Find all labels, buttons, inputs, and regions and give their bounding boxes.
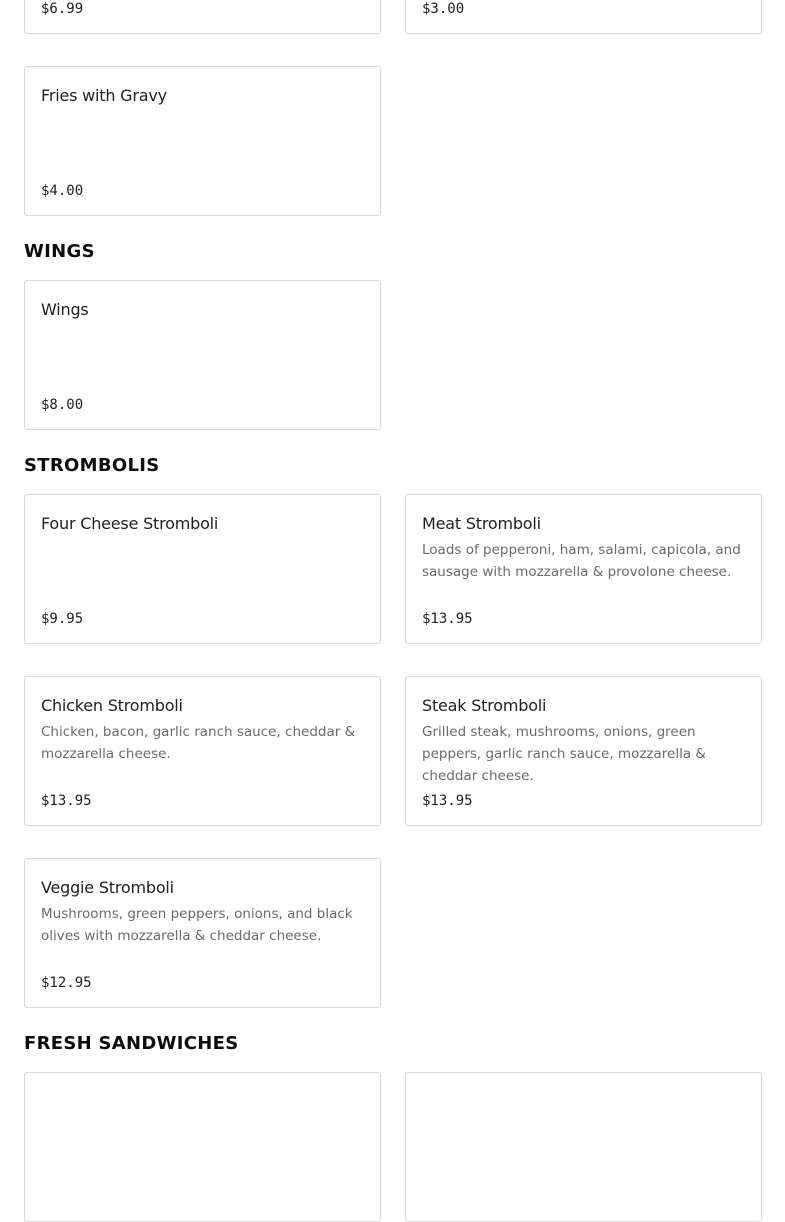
item-price: $4.00 — [41, 183, 84, 199]
menu-item-card[interactable] — [24, 494, 381, 644]
item-name: Chicken Stromboli — [41, 696, 183, 715]
menu-item-card[interactable] — [24, 66, 381, 216]
item-name: Four Cheese Stromboli — [41, 514, 219, 533]
menu-item-card[interactable] — [405, 0, 762, 34]
item-price: $13.95 — [41, 793, 92, 809]
item-price: $13.95 — [422, 793, 473, 809]
item-name: Fries with Gravy — [41, 86, 167, 105]
section-title-strombolis: STROMBOLIS — [24, 455, 160, 476]
item-name: Steak Stromboli — [422, 696, 547, 715]
item-price: $9.95 — [41, 611, 84, 627]
item-description: Grilled steak, mushrooms, onions, green peppers, garlic ranch sauce, mozzarella & cheddar cheese. — [422, 724, 706, 784]
menu-item-card[interactable] — [24, 280, 381, 430]
menu-item-card[interactable] — [405, 494, 762, 644]
item-name: Wings — [41, 300, 89, 319]
item-price: $13.95 — [422, 611, 473, 627]
item-price: $6.99 — [41, 1, 84, 17]
menu-item-card[interactable] — [24, 858, 381, 1008]
item-name: Veggie Stromboli — [41, 878, 174, 897]
section-title-fresh-sandwiches: FRESH SANDWICHES — [24, 1033, 239, 1054]
section-title-wings: WINGS — [24, 241, 95, 262]
menu-item-card[interactable] — [405, 676, 762, 826]
item-description: Mushrooms, green peppers, onions, and black olives with mozzarella & cheddar cheese. — [41, 906, 353, 944]
item-description: Loads of pepperoni, ham, salami, capicola, and sausage with mozzarella & provolone cheese. — [422, 542, 741, 580]
item-price: $12.95 — [41, 975, 92, 991]
menu-item-card[interactable] — [24, 676, 381, 826]
item-name: Meat Stromboli — [422, 514, 541, 533]
item-price: $3.00 — [422, 1, 465, 17]
item-price: $8.00 — [41, 397, 84, 413]
item-description: Chicken, bacon, garlic ranch sauce, cheddar & mozzarella cheese. — [41, 724, 356, 762]
menu-item-card[interactable] — [405, 1072, 762, 1222]
menu-item-card[interactable] — [24, 0, 381, 34]
menu-item-card[interactable] — [24, 1072, 381, 1222]
